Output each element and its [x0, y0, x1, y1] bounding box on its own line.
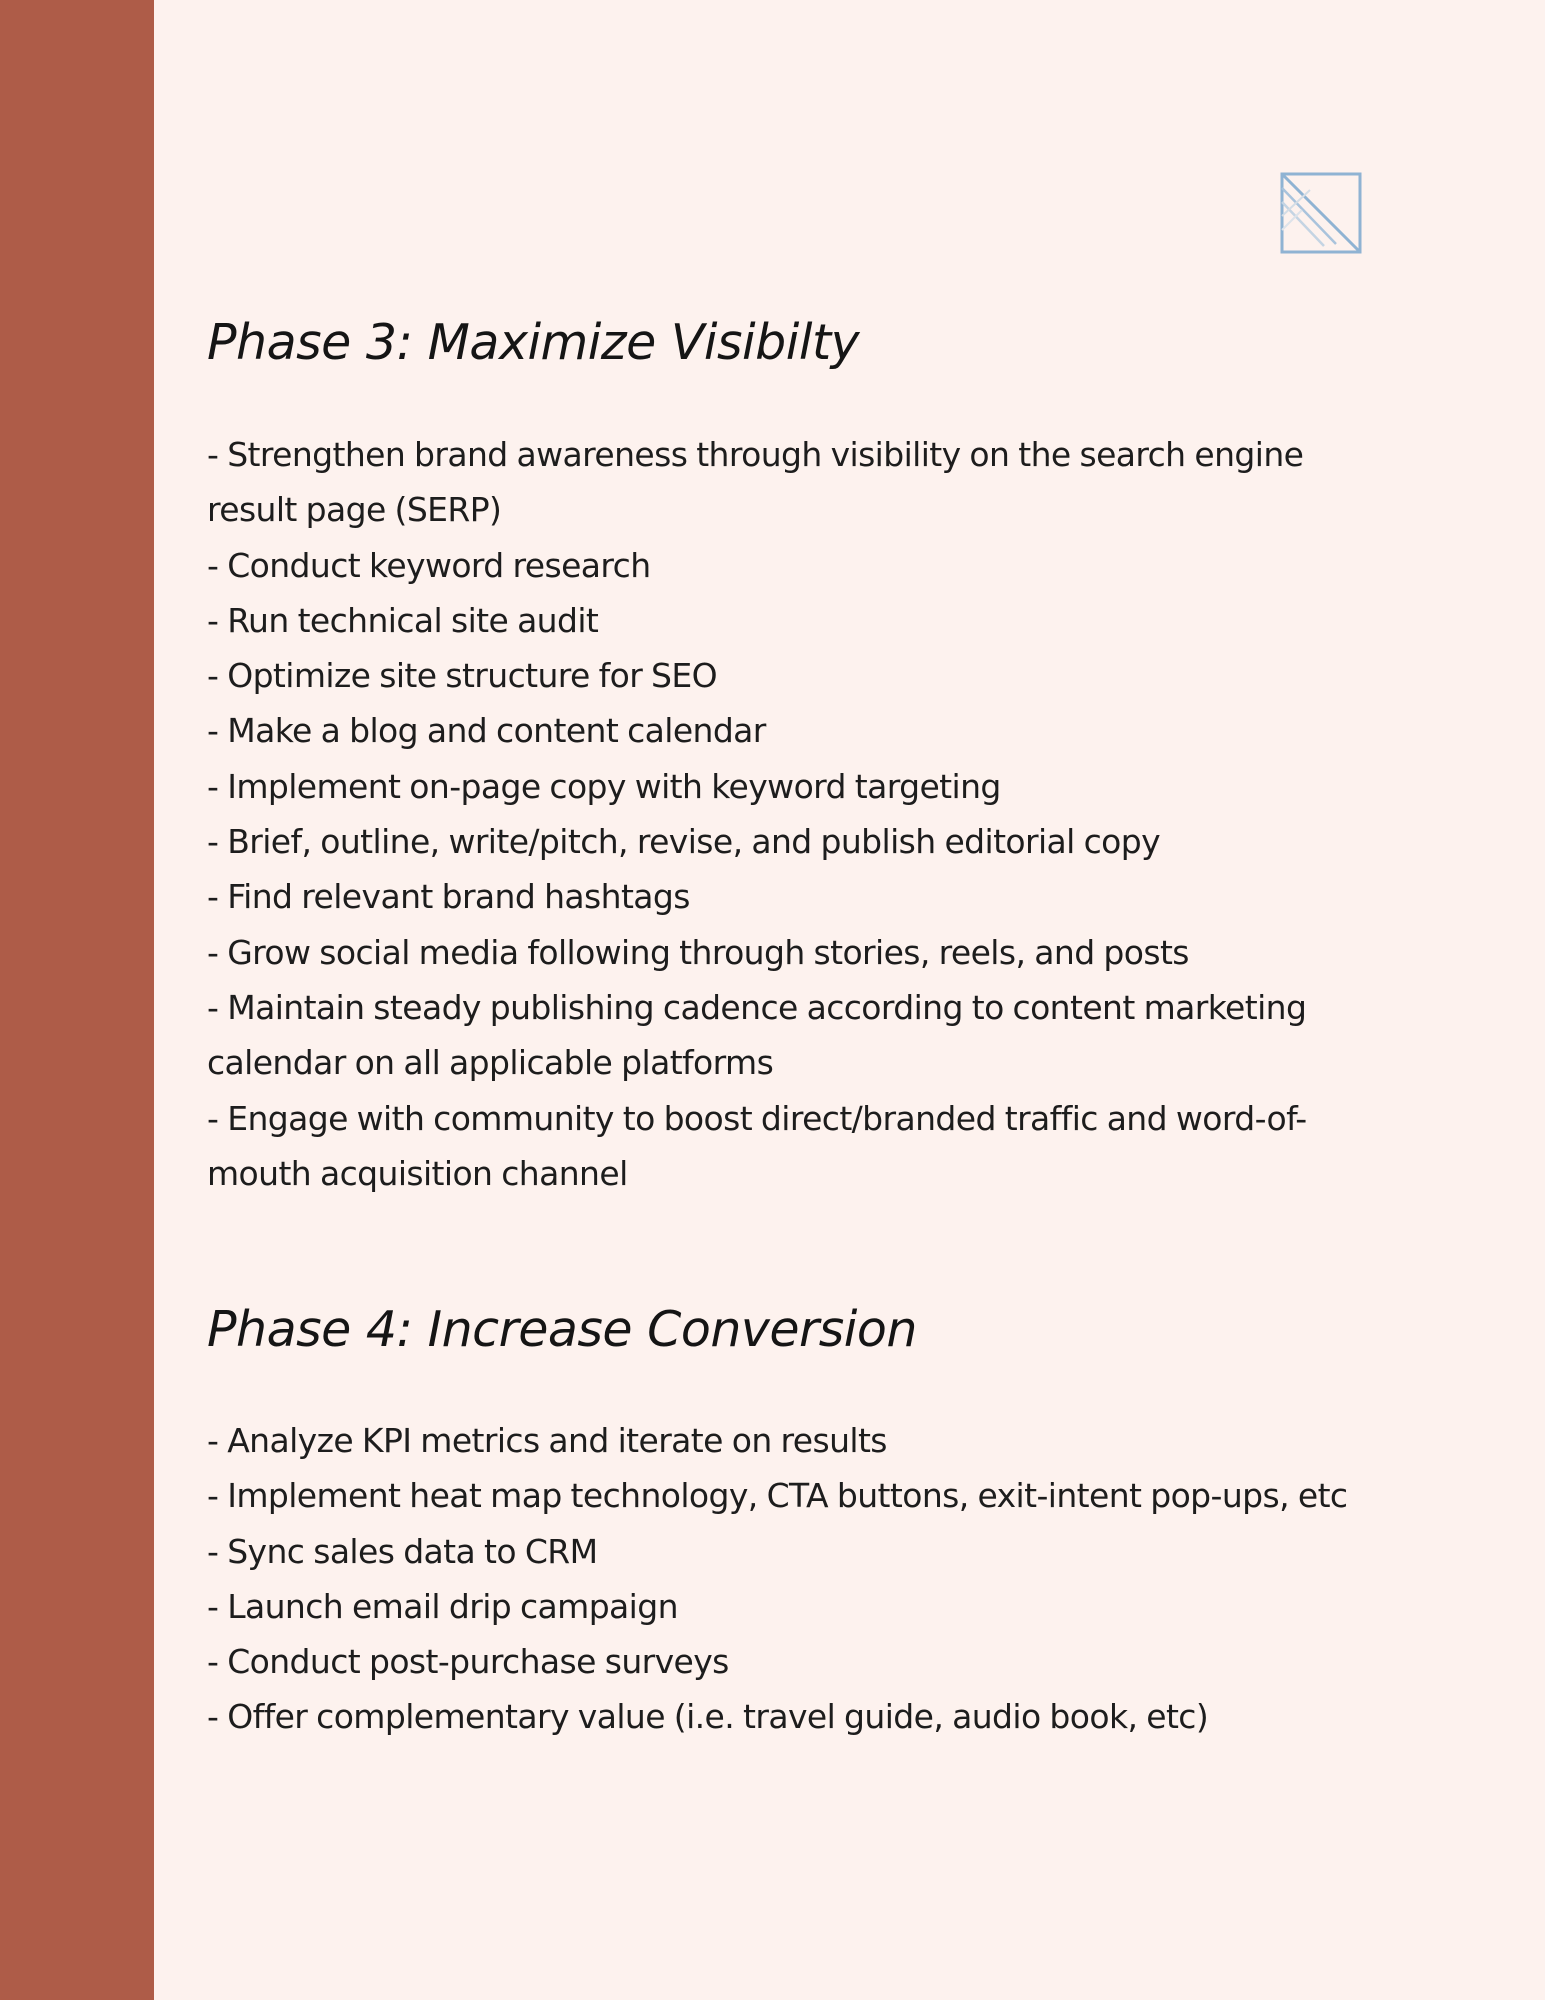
list-item: - Engage with community to boost direct/branded traffic and word-of-mouth acquisition channel [207, 1098, 1307, 1193]
list-item: - Offer complementary value (i.e. travel guide, audio book, etc) [207, 1697, 1209, 1737]
list-item: - Optimize site structure for SEO [207, 656, 718, 696]
list-item: - Maintain steady publishing cadence according to content marketing calendar on all applicable platforms [207, 987, 1307, 1083]
list-item: - Implement on-page copy with keyword targeting [207, 766, 1001, 806]
sidebar-accent-band [0, 0, 154, 2000]
section-heading-phase-3: Phase 3: Maximize Visibilty [207, 314, 860, 371]
list-item: - Strengthen brand awareness through visibility on the search engine result page (SERP) [207, 435, 1304, 530]
list-item: - Conduct post-purchase surveys [207, 1642, 729, 1682]
list-item: - Find relevant brand hashtags [207, 877, 690, 917]
list-item: - Make a blog and content calendar [207, 711, 766, 751]
section-heading-phase-4: Phase 4: Increase Conversion [207, 1301, 917, 1358]
list-item: - Brief, outline, write/pitch, revise, and publish editorial copy [207, 822, 1161, 862]
list-item: - Sync sales data to CRM [207, 1531, 598, 1571]
list-item: - Run technical site audit [207, 600, 599, 640]
list-item: - Implement heat map technology, CTA buttons, exit-intent pop-ups, etc [207, 1476, 1348, 1516]
phase-3-task-list [207, 427, 1357, 1201]
list-item: - Grow social media following through stories, reels, and posts [207, 932, 1189, 972]
list-item: - Launch email drip campaign [207, 1586, 678, 1626]
list-item: - Conduct keyword research [207, 545, 651, 585]
monogram-logo-icon [1280, 172, 1362, 254]
list-item: - Analyze KPI metrics and iterate on results [207, 1421, 887, 1460]
phase-4-task-list [207, 1413, 1357, 1745]
